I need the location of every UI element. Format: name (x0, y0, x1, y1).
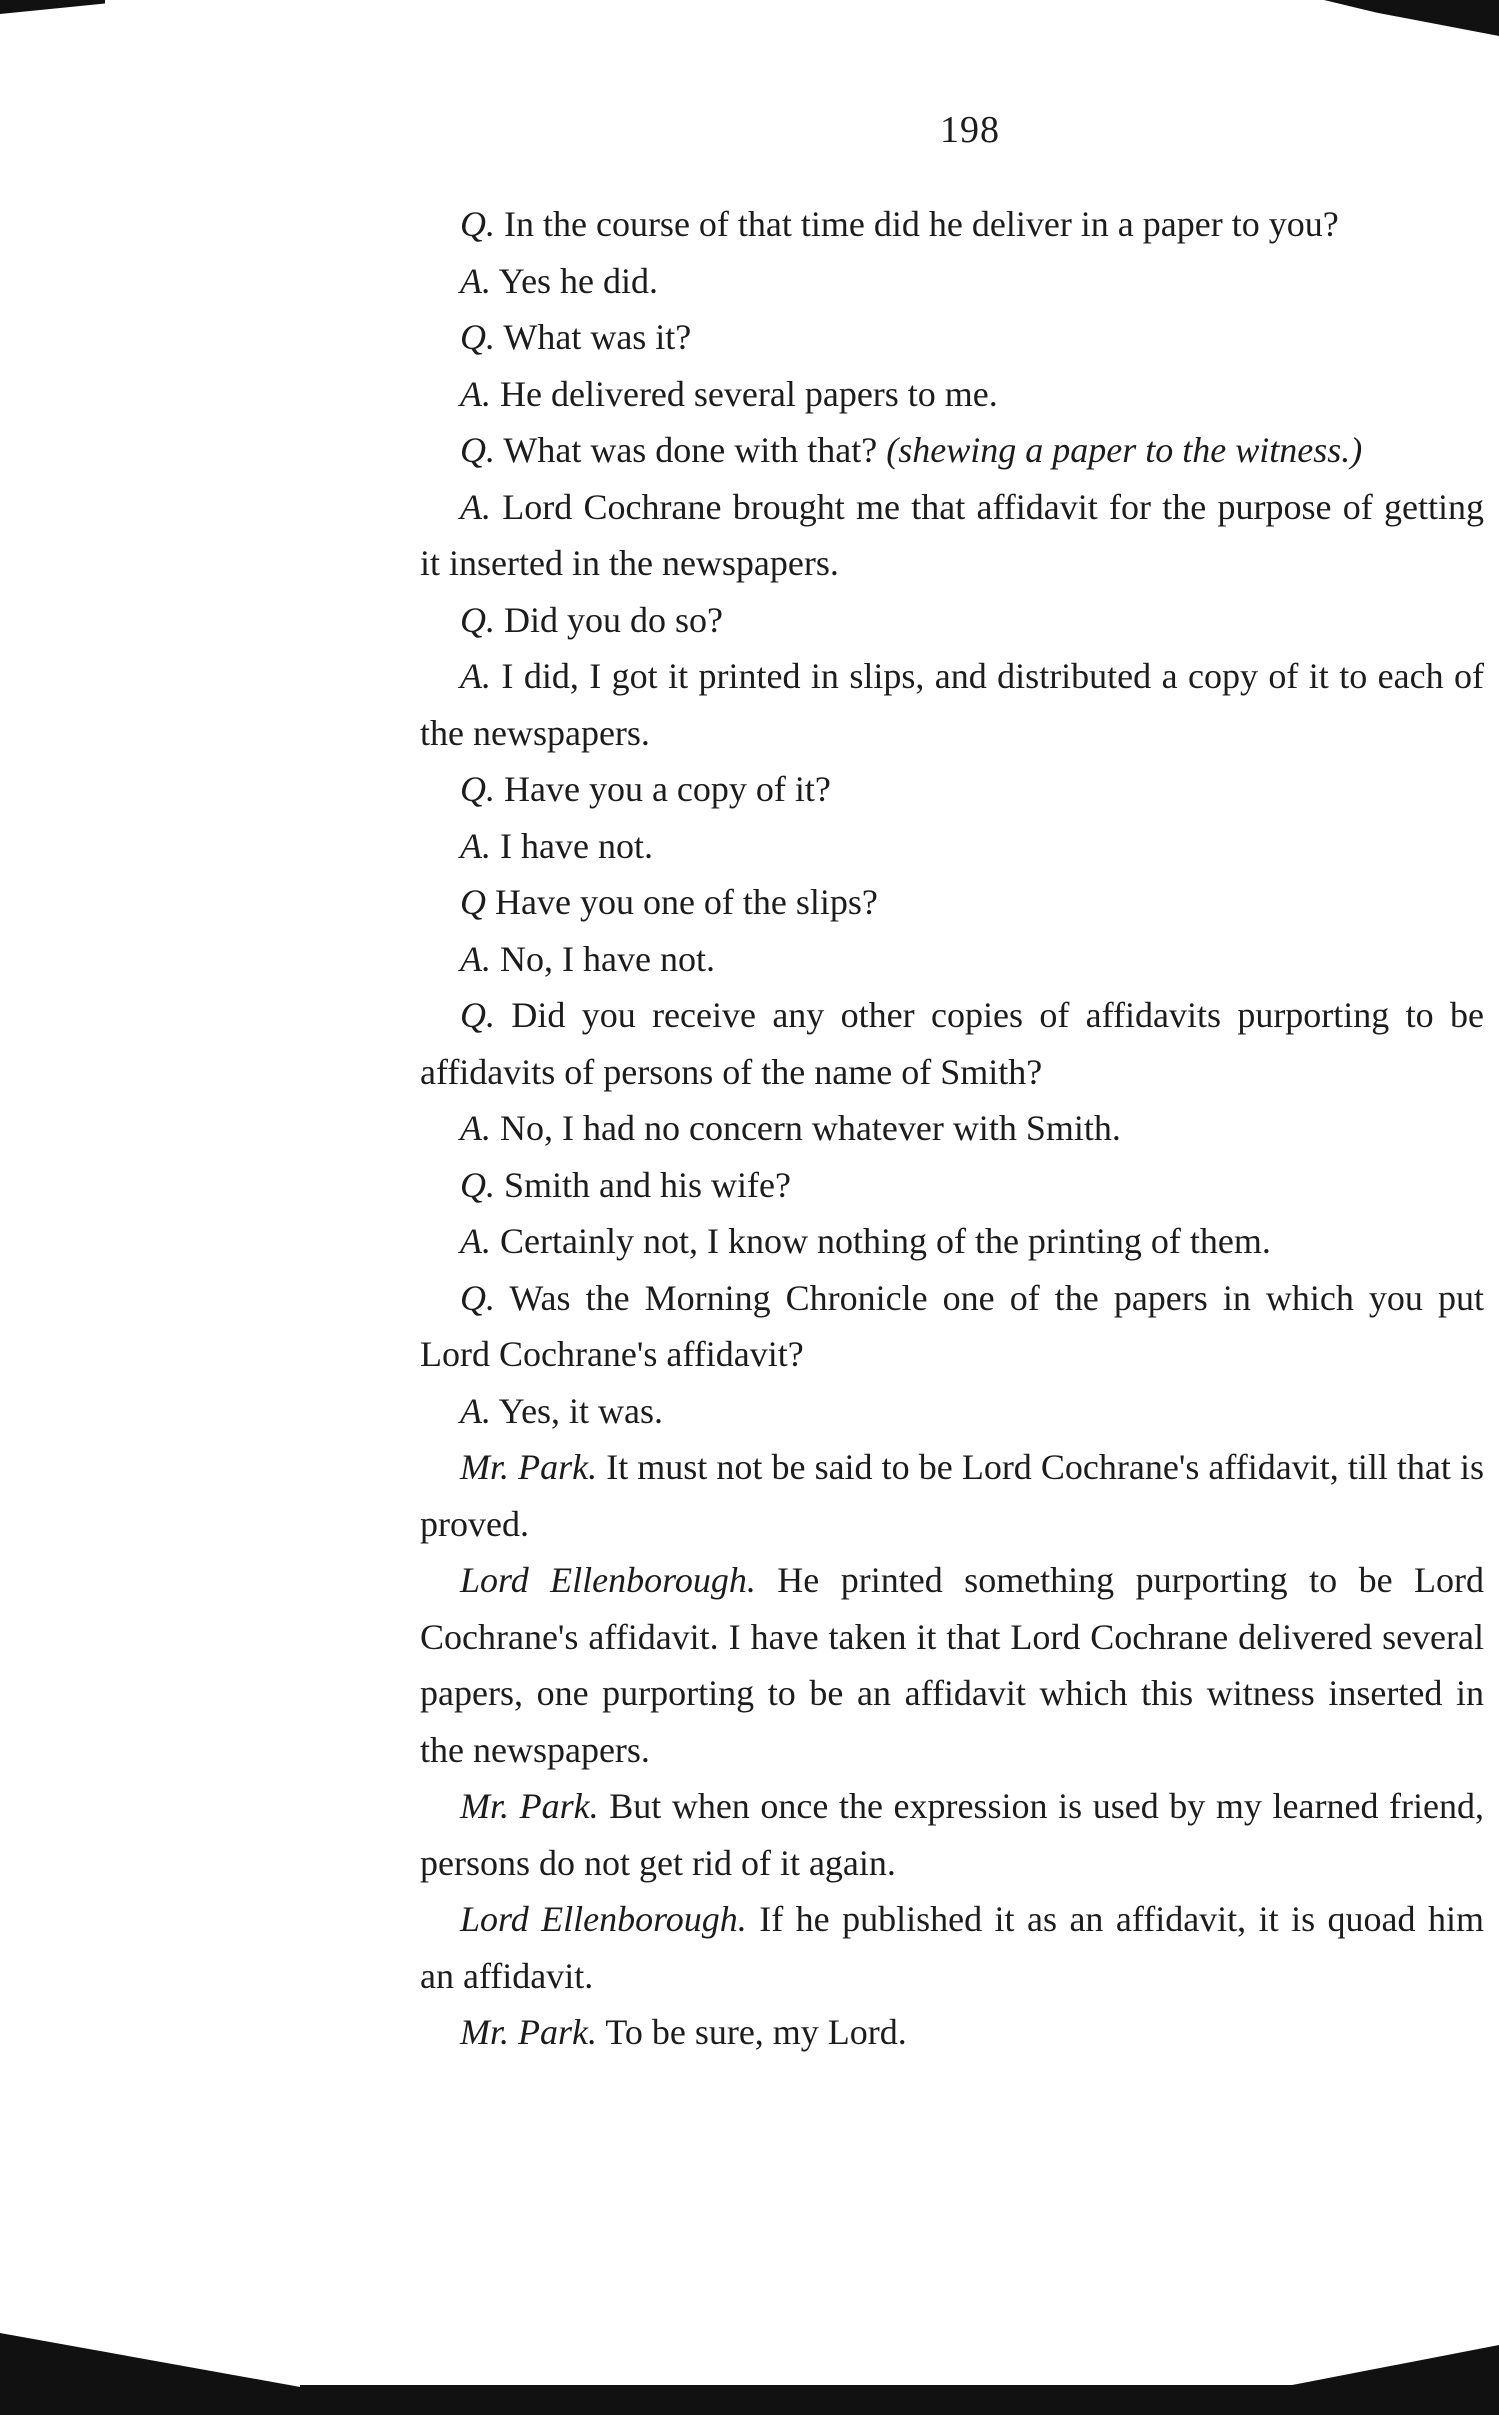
speaker-label: Mr. Park. (460, 1786, 599, 1826)
transcript-paragraph (420, 1270, 1484, 1383)
utterance-text: Did you receive any other copies of affidavits purporting to be affidavits of persons of the name of Smith? (420, 995, 1484, 1092)
utterance-text: Yes, it was. (498, 1390, 664, 1431)
transcript-paragraph (420, 1439, 1484, 1552)
utterance-text: Did you do so? (504, 599, 723, 640)
transcript-paragraph (420, 1100, 1484, 1157)
transcript-paragraph (420, 1213, 1484, 1270)
transcript-paragraph (420, 1383, 1484, 1440)
transcript-paragraph (420, 592, 1484, 649)
scan-edge-mark (0, 0, 105, 14)
utterance-text: What was it? (503, 317, 692, 357)
transcript-paragraph (420, 761, 1484, 818)
speaker-label: A. (460, 1390, 491, 1431)
speaker-label: Q (460, 882, 486, 922)
transcript-paragraph (420, 253, 1484, 310)
utterance-text: Smith and his wife? (504, 1164, 791, 1205)
transcript-paragraph (420, 818, 1484, 875)
speaker-label: A. (460, 1221, 491, 1261)
transcript-body (420, 196, 1484, 2061)
speaker-label: Q. (460, 430, 495, 470)
transcript-paragraph (420, 1157, 1484, 1214)
transcript-paragraph (420, 479, 1484, 592)
utterance-text: Lord Cochrane brought me that affidavit for the purpose of getting it inserted in the newspapers. (420, 486, 1485, 583)
utterance-text: It must not be said to be Lord Cochrane's affidavit, till that is proved. (420, 1447, 1485, 1544)
speaker-label: Q. (460, 599, 495, 640)
speaker-label: Q. (460, 317, 495, 357)
transcript-paragraph (420, 366, 1484, 423)
speaker-label: A. (460, 373, 491, 414)
transcript-paragraph (420, 931, 1484, 988)
scan-edge-mark (1289, 2345, 1499, 2415)
utterance-text: Have you a copy of it? (504, 769, 831, 809)
transcript-paragraph (420, 987, 1484, 1100)
speaker-label: Q. (460, 769, 495, 809)
transcript-paragraph (420, 874, 1484, 931)
scan-edge-mark (1324, 0, 1499, 36)
speaker-label: A. (460, 938, 491, 979)
transcript-paragraph (420, 309, 1484, 366)
utterance-text: Yes he did. (498, 260, 659, 301)
scan-edge-mark (300, 2385, 1300, 2415)
transcript-paragraph (420, 2004, 1484, 2061)
speaker-label: Q. (460, 1277, 495, 1318)
stage-direction: (shewing a paper to the witness.) (886, 430, 1363, 470)
speaker-label: Q. (460, 204, 495, 244)
utterance-text: What was done with that? (503, 430, 878, 470)
utterance-text: In the course of that time did he deliver in a paper to you? (504, 204, 1339, 244)
utterance-text: If he published it as an affidavit, it is quoad him an affidavit. (420, 1899, 1484, 1996)
speaker-label: A. (460, 656, 491, 696)
speaker-label: A. (460, 825, 491, 866)
utterance-text: No, I had no concern whatever with Smith. (500, 1108, 1121, 1148)
speaker-label: A. (460, 260, 491, 301)
utterance-text: No, I have not. (500, 938, 715, 979)
transcript-paragraph (420, 1552, 1484, 1778)
utterance-text: But when once the expression is used by my learned friend, persons do not get rid of it again. (420, 1786, 1484, 1883)
utterance-text: He delivered several papers to me. (500, 373, 998, 414)
utterance-text: He printed something purporting to be Lord Cochrane's affidavit. I have taken it that Lord Cochrane delivered several papers, one purporting to be an affidavit which this witness inserted in the newspapers. (420, 1560, 1485, 1770)
speaker-label: A. (460, 1108, 491, 1148)
speaker-label: Mr. Park. (460, 1447, 598, 1487)
transcript-paragraph (420, 1891, 1484, 2004)
transcript-paragraph (420, 196, 1484, 253)
speaker-label: Q. (460, 995, 495, 1035)
utterance-text: Have you one of the slips? (495, 882, 878, 922)
speaker-label: Lord Ellenborough. (460, 1899, 747, 1939)
scan-edge-mark (0, 2333, 310, 2415)
utterance-text: To be sure, my Lord. (605, 2012, 907, 2052)
speaker-label: Q. (460, 1164, 495, 1205)
speaker-label: Lord Ellenborough. (460, 1560, 756, 1600)
speaker-label: A. (460, 486, 491, 527)
page-number: 198 (940, 109, 1000, 151)
transcript-paragraph (420, 422, 1484, 479)
speaker-label: Mr. Park. (460, 2012, 597, 2052)
utterance-text: Certainly not, I know nothing of the printing of them. (500, 1221, 1271, 1261)
utterance-text: Was the Morning Chronicle one of the papers in which you put Lord Cochrane's affidavit? (420, 1277, 1484, 1374)
utterance-text: I did, I got it printed in slips, and distributed a copy of it to each of the newspapers. (420, 656, 1484, 753)
transcript-paragraph (420, 1778, 1484, 1891)
utterance-text: I have not. (500, 825, 653, 866)
transcript-paragraph (420, 648, 1484, 761)
